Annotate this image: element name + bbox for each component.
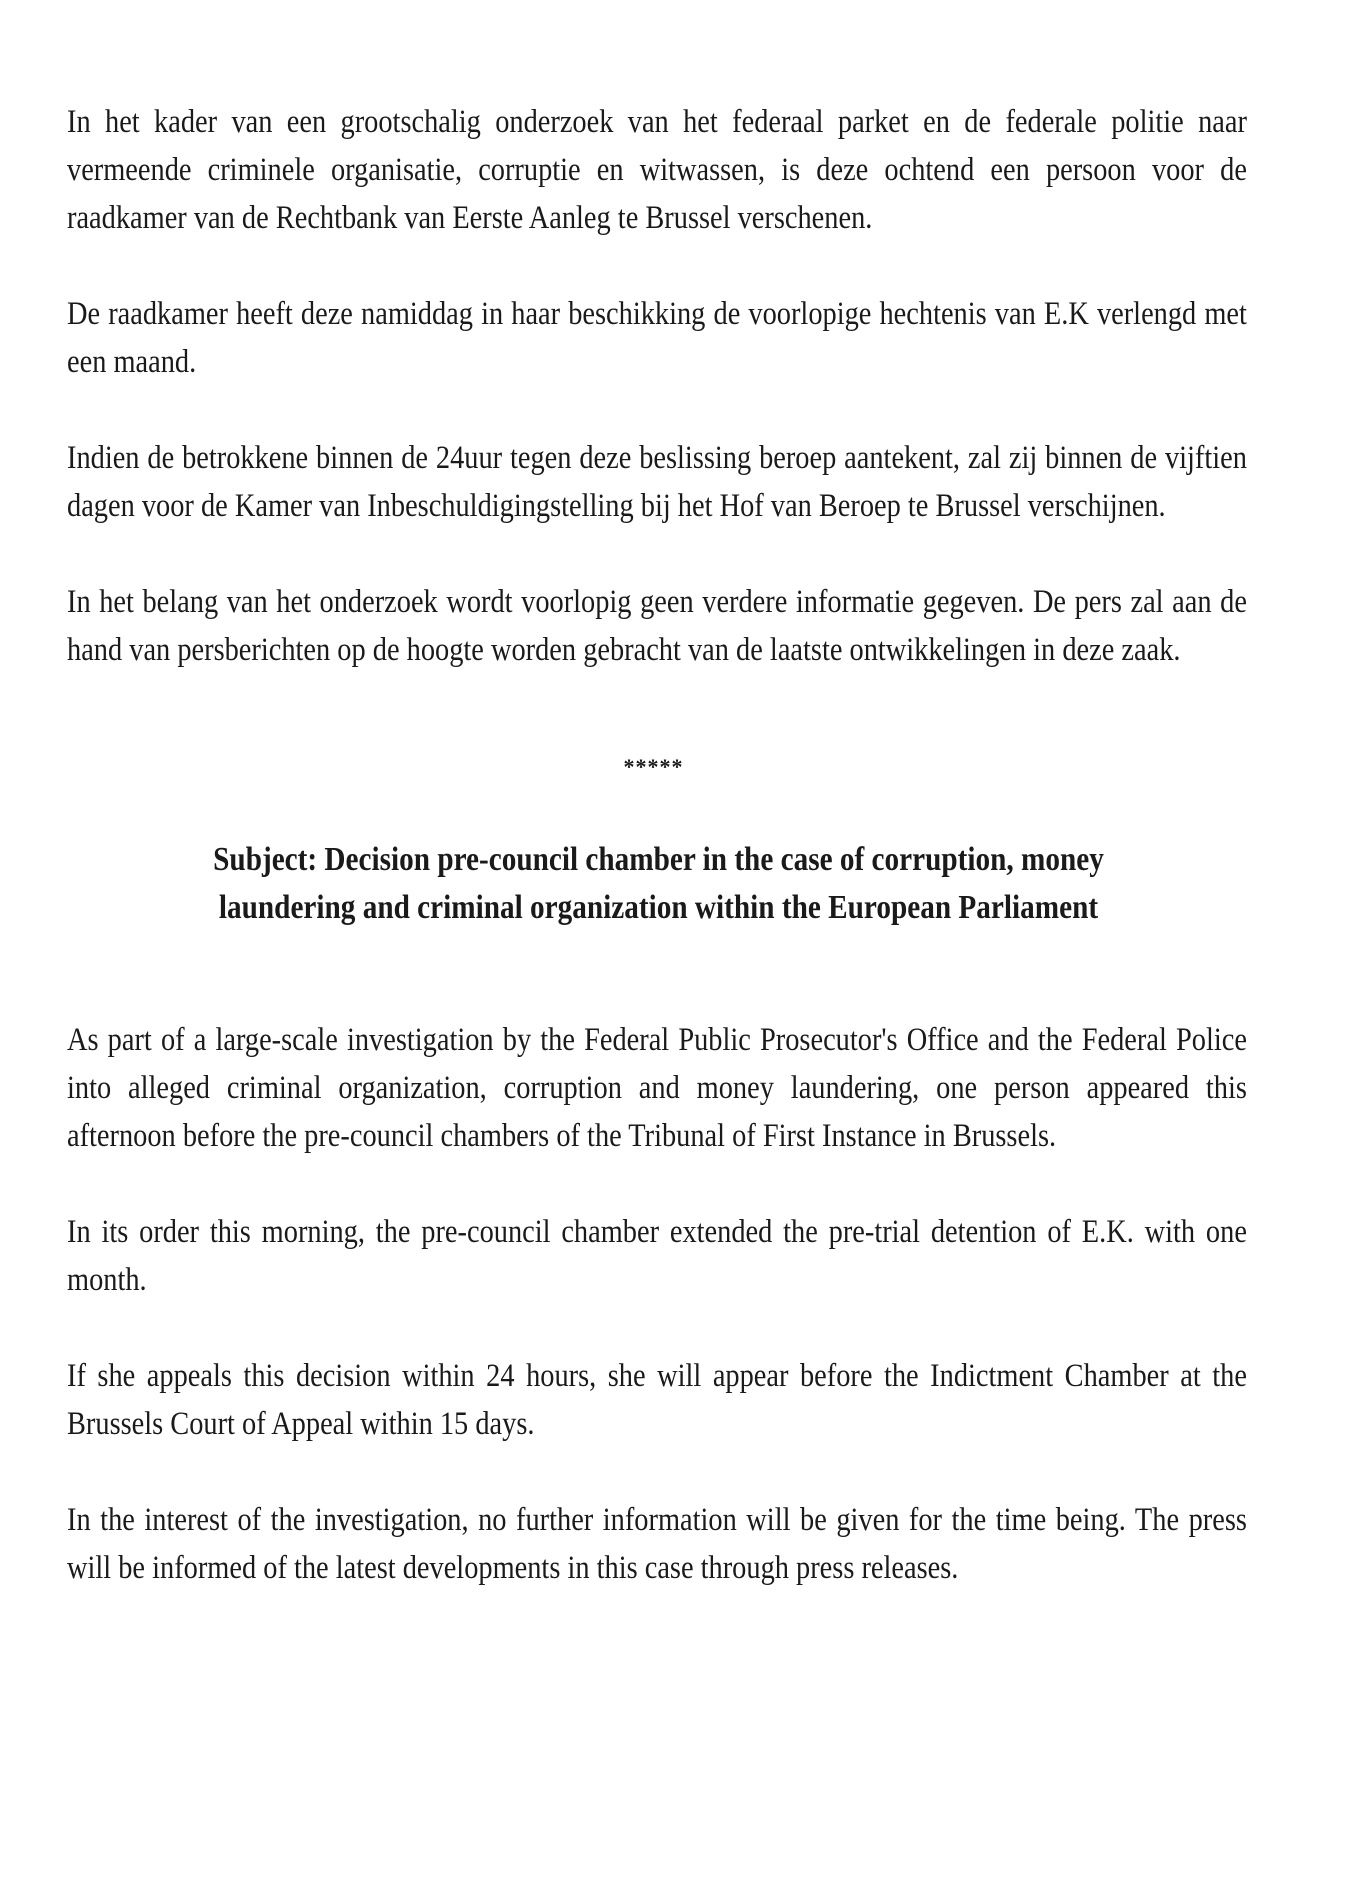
- english-paragraph-3: If she appeals this decision within 24 hours, she will appear before the Indictment Chamber at the Brussels Court of Appeal within 15 days.: [67, 1358, 1247, 1442]
- dutch-paragraph-3: Indien de betrokkene binnen de 24uur tegen deze beslissing beroep aantekent, zal zij binnen de vijftien dagen voor de Kamer van Inbeschuldigingstelling bij het Hof van Beroep te Brussel verschijnen.: [67, 440, 1247, 524]
- english-paragraph-4: In the interest of the investigation, no further information will be given for the time being. The press will be informed of the latest developments in this case through press releases.: [67, 1502, 1247, 1586]
- dutch-section: [67, 98, 1250, 674]
- english-section: [67, 1016, 1250, 1592]
- subject-heading: Subject: Decision pre-council chamber in the case of corruption, money laundering and criminal organization within the European Parliament: [213, 841, 1104, 926]
- english-paragraph-2: In its order this morning, the pre-council chamber extended the pre-trial detention of E.K. with one month.: [67, 1214, 1247, 1298]
- dutch-paragraph-4: In het belang van het onderzoek wordt voorlopig geen verdere informatie gegeven. De pers zal aan de hand van persberichten op de hoogte worden gebracht van de laatste ontwikkelingen in deze zaak.: [67, 584, 1247, 668]
- dutch-paragraph-1: In het kader van een grootschalig onderzoek van het federaal parket en de federale politie naar vermeende criminele organisatie, corruptie en witwassen, is deze ochtend een persoon voor de raadkamer van de Rechtbank van Eerste Aanleg te Brussel verschenen.: [67, 104, 1247, 236]
- english-paragraph-1: As part of a large-scale investigation by the Federal Public Prosecutor's Office and the Federal Police into alleged criminal organization, corruption and money laundering, one person appeared this afternoon before the pre-council chambers of the Tribunal of First Instance in Brussels.: [67, 1022, 1247, 1154]
- section-separator: *****: [623, 754, 684, 779]
- dutch-paragraph-2: De raadkamer heeft deze namiddag in haar beschikking de voorlopige hechtenis van E.K verlengd met een maand.: [67, 296, 1247, 380]
